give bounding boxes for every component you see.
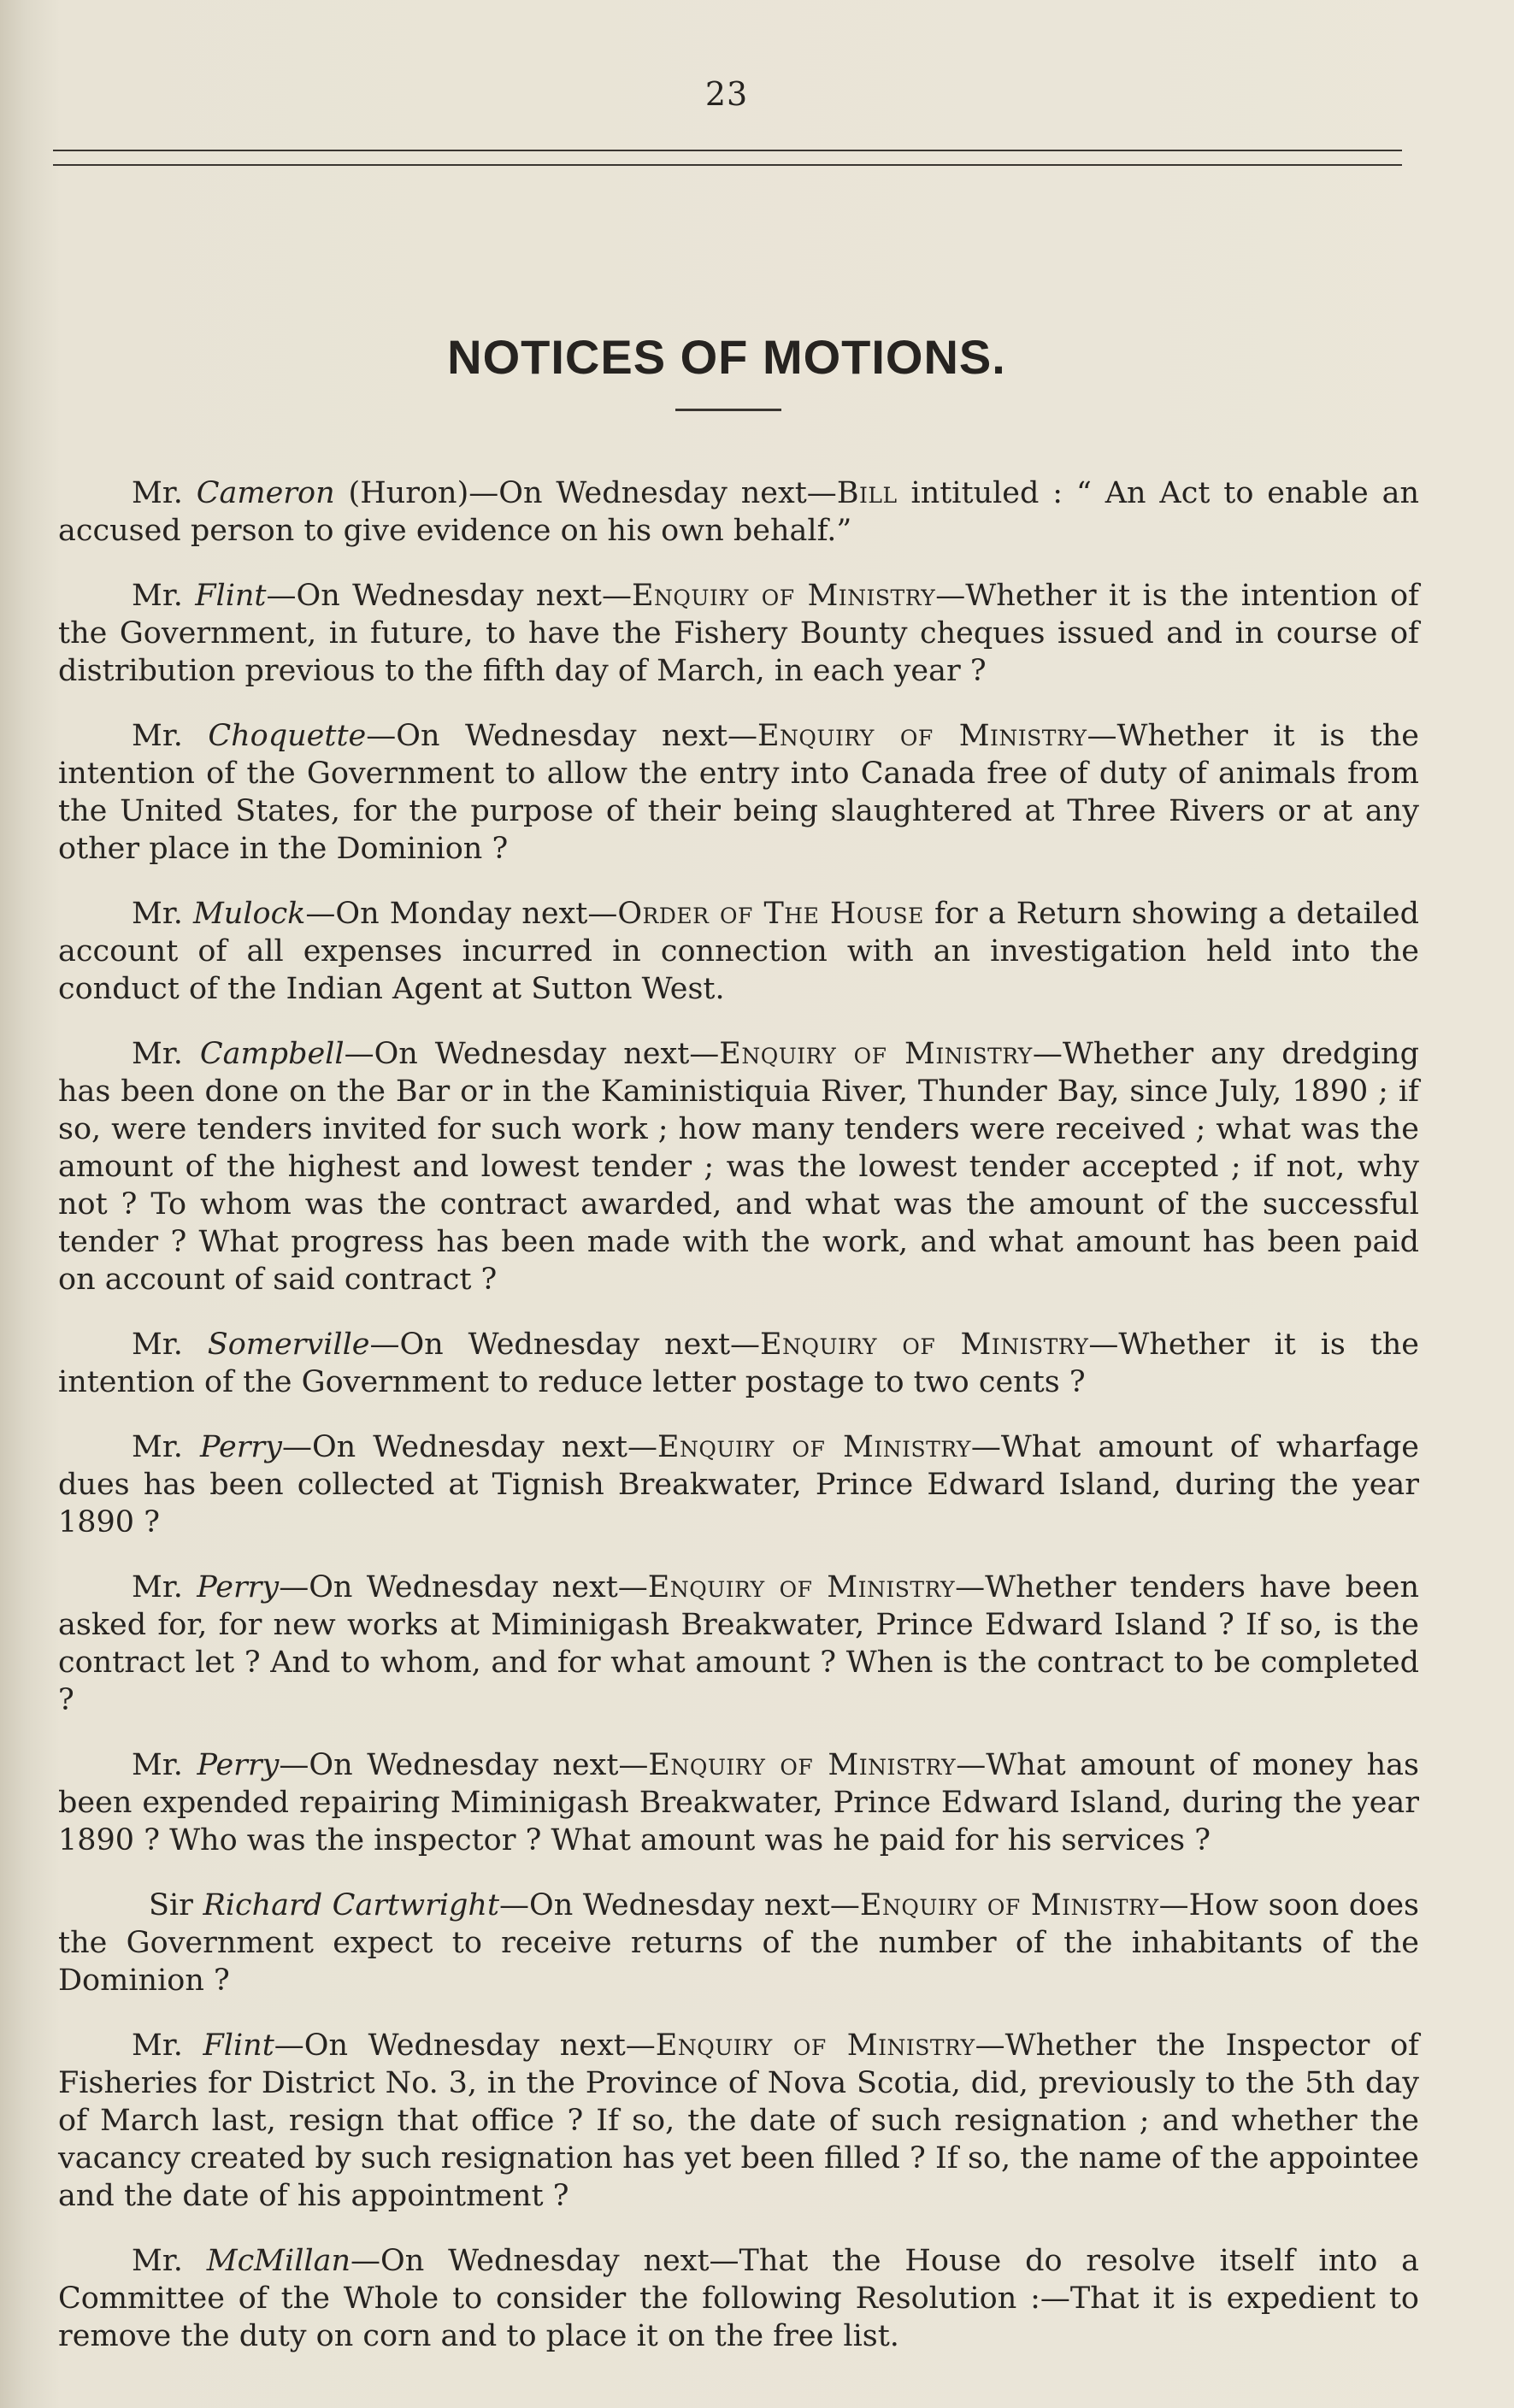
notice-category: Order of The House [617, 897, 924, 931]
header-rule-top [53, 150, 1402, 151]
notice-item [58, 1035, 1419, 1298]
notices-list [58, 474, 1419, 2382]
member-name: Richard Cartwright [203, 1888, 500, 1922]
notice-item [58, 717, 1419, 868]
member-honorific: Mr. [132, 1430, 183, 1464]
notice-text: intituled : “ An Act to enable an accused person to give evidence on his own behalf.” [58, 476, 1419, 548]
notice-text: —Whether it is the intention of the Government, in future, to have the Fishery Bounty cheques issued and in course of distribution previous to the fifth day of March, in each year ? [58, 579, 1420, 688]
notice-category: Enquiry of Ministry [719, 1037, 1033, 1071]
notice-text: for a Return showing a detailed account of all expenses incurred in connection with an investigation held into the conduct of the Indian Agent at Sutton West. [58, 897, 1419, 1006]
member-name: Choquette [208, 719, 367, 753]
member-honorific: Sir [149, 1888, 193, 1922]
notice-lead: —On Monday next— [305, 897, 618, 931]
notice-text: —Whether it is the intention of the Government to allow the entry into Canada free of duty of animals from the United States, for the purpose of their being slaughtered at Three Rivers or at any other place in the Dominion ? [58, 719, 1419, 866]
notice-item [58, 1746, 1419, 1859]
notice-item [58, 2027, 1419, 2215]
notice-item [58, 1428, 1419, 1541]
member-honorific: Mr. [132, 2244, 183, 2278]
notice-lead: —On Wednesday next— [369, 1328, 761, 1362]
member-name: Perry [200, 1430, 282, 1464]
notice-category: Enquiry of Ministry [632, 579, 936, 613]
member-name: Mulock [192, 897, 306, 931]
notice-text: —Whether tenders have been asked for, for new works at Miminigash Breakwater, Prince Edward Island ? If so, is the contract let ? And to whom, and for what amount ? When is the contract to be completed ? [58, 1570, 1419, 1717]
member-name: Perry [197, 1748, 280, 1782]
notice-category: Enquiry of Ministry [657, 1430, 971, 1464]
notice-category: Enquiry of Ministry [648, 1748, 957, 1782]
notice-lead: —On Wednesday next— [366, 719, 757, 753]
notice-item [58, 1887, 1419, 1999]
notice-item [58, 2242, 1419, 2355]
notice-category: Enquiry of Ministry [859, 1888, 1159, 1922]
member-name: Flint [195, 579, 267, 613]
notice-item [58, 895, 1419, 1008]
member-honorific: Mr. [132, 1328, 183, 1362]
member-honorific: Mr. [132, 2028, 183, 2063]
notice-lead: (Huron)—On Wednesday next— [334, 476, 837, 510]
member-honorific: Mr. [132, 579, 183, 613]
page-number: 23 [704, 75, 749, 113]
notice-category: Enquiry of Ministry [757, 719, 1087, 753]
member-honorific: Mr. [132, 1037, 183, 1071]
notice-text: —What amount of money has been expended repairing Miminigash Breakwater, Prince Edward Island, during the year 1890 ? Who was the inspector ? What amount was he paid for his services ? [58, 1748, 1419, 1858]
member-name: Somerville [207, 1328, 370, 1362]
member-name: Perry [197, 1570, 280, 1604]
notice-text: —How soon does the Government expect to receive returns of the number of the inhabitants of the Dominion ? [58, 1888, 1420, 1998]
notice-text: —What amount of wharfage dues has been collected at Tignish Breakwater, Prince Edward Island, during the year 1890 ? [58, 1430, 1419, 1540]
member-name: Cameron [196, 476, 335, 510]
title-underline [675, 409, 781, 411]
notice-text: That the House do resolve itself into a Committee of the Whole to consider the following Resolution :—That it is expedient to remove the duty on corn and to place it on the free list. [58, 2244, 1419, 2353]
notice-lead: —On Wednesday next— [344, 1037, 720, 1071]
notice-lead: —On Wednesday next— [281, 1430, 657, 1464]
notice-text: —Whether any dredging has been done on the Bar or in the Kaministiquia River, Thunder Bay, since July, 1890 ; if so, were tenders invited for such work ; how many tenders were received ; what was the amount of the highest and lowest tender ; was the lowest tender accepted ; if not, why not ? To whom was the contract awarded, and what was the amount of the successful tender ? What progress has been made with the work, and what amount has been paid on account of said contract ? [58, 1037, 1419, 1297]
member-honorific: Mr. [132, 897, 183, 931]
notice-lead: —On Wednesday next— [351, 2244, 739, 2278]
header-rule-bottom [53, 164, 1402, 166]
member-honorific: Mr. [132, 476, 183, 510]
notice-lead: —On Wednesday next— [266, 579, 632, 613]
notice-item [58, 474, 1419, 550]
notice-lead: —On Wednesday next— [279, 1748, 649, 1782]
page-title: NOTICES OF MOTIONS. [447, 330, 1006, 384]
member-name: McMillan [206, 2244, 351, 2278]
notice-item [58, 1569, 1419, 1719]
notice-item [58, 577, 1419, 690]
notice-category: Enquiry of Ministry [655, 2028, 975, 2063]
notice-category: Enquiry of Ministry [647, 1570, 956, 1604]
notice-text: —Whether it is the intention of the Government to reduce letter postage to two cents ? [58, 1328, 1420, 1399]
notice-category: Bill [836, 476, 898, 510]
notice-lead: —On Wednesday next— [499, 1888, 860, 1922]
member-honorific: Mr. [132, 719, 183, 753]
member-name: Campbell [199, 1037, 345, 1071]
notice-lead: —On Wednesday next— [274, 2028, 656, 2063]
member-honorific: Mr. [132, 1748, 183, 1782]
notice-item [58, 1326, 1419, 1401]
notice-lead: —On Wednesday next— [279, 1570, 648, 1604]
member-honorific: Mr. [132, 1570, 183, 1604]
notice-category: Enquiry of Ministry [760, 1328, 1089, 1362]
member-name: Flint [203, 2028, 274, 2063]
notice-text: —Whether the Inspector of Fisheries for District No. 3, in the Province of Nova Scotia, did, previously to the 5th day of March last, resign that office ? If so, the date of such resignation ; and whether the vacancy created by such resignation has yet been filled ? If so, the name of the appointee and the date of his appointment ? [58, 2028, 1420, 2213]
